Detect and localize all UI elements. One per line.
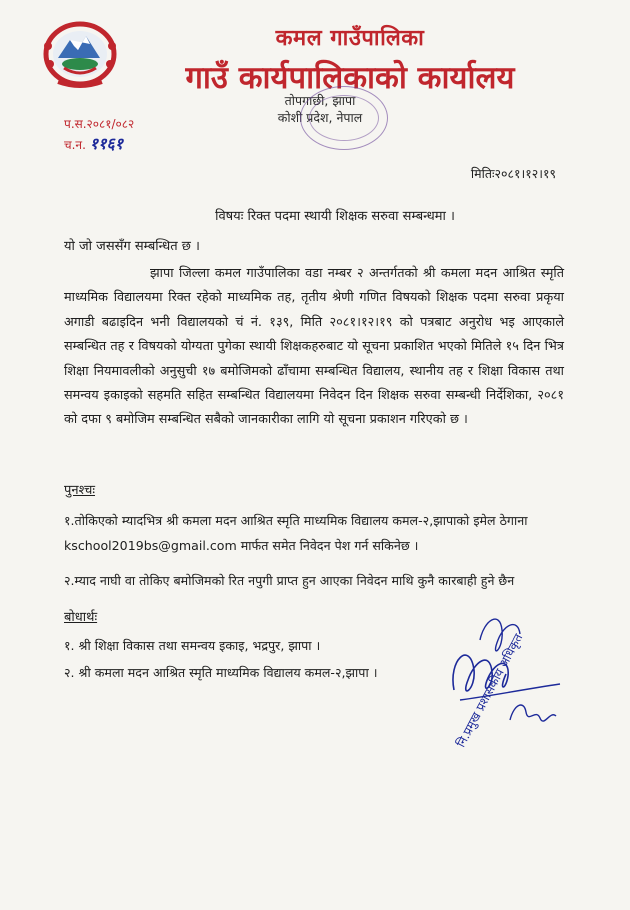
fiscal-year: प.स.२०८१/०८२ <box>64 117 135 131</box>
letter-body <box>64 262 564 433</box>
subject-line: विषयः रिक्त पदमा स्थायी शिक्षक सरुवा सम्बन्धमा । <box>215 209 455 224</box>
postscript-heading: पुनश्चः <box>64 483 96 498</box>
office-name: गाउँ कार्यपालिकाको कार्यालय <box>185 60 515 96</box>
dispatch-label: च.न. <box>64 138 86 152</box>
signatory-title: नि.प्रमुख प्रशासकीय अधिकृत <box>453 631 526 750</box>
address-line-2: कोशी प्रदेश, नेपाल <box>277 110 363 125</box>
cc-heading: बोधार्थः <box>64 610 98 625</box>
body-text: झापा जिल्ला कमल गाउँपालिका वडा नम्बर २ अन्तर्गतको श्री कमला मदन आश्रित स्मृति माध्यमिक विद्यालयमा रिक्त रहेको माध्यमिक तह, तृतीय श्रेणी गणित विषयको शिक्षक पदमा सरुवा प्रकृया अगाडी बढाइदिन भनी विद्यालयको चं नं. १३९, मिति २०८१।१२।१९ को पत्रबाट अनुरोध भइ आएकाले सम्बन्धित तह र विषयको योग्यता पुगेका स्थायी शिक्षकहरुबाट यो सूचना प्रकाशित भएको मितिले १५ दिन भित्र शिक्षा नियमावलीको अनुसुची १७ बमोजिमको ढाँचामा सम्बन्धित विद्यालय, स्थानीय तह र शिक्षा विकास तथा समन्वय इकाइको सहमति सहित सम्बन्धित विद्यालयमा निवेदन दिन शिक्षक सरुवा सम्बन्धी निर्देशिका, २०८१ को दफा ९ बमोजिम सम्बन्धित सबैको जानकारीका लागि यो सूचना प्रकाशन गरिएको छ । <box>64 266 564 428</box>
cc-item-1: १. श्री शिक्षा विकास तथा समन्वय इकाइ, भद्रपुर, झापा । <box>64 638 321 653</box>
stamp-inner-ring <box>309 95 379 141</box>
cc-item-2: २. श्री कमला मदन आश्रित स्मृति माध्यमिक विद्यालय कमल-२,झापा । <box>64 665 378 680</box>
dispatch-number <box>64 132 123 154</box>
dispatch-value: ११६१ <box>89 134 124 153</box>
salutation: यो जो जससँग सम्बन्धित छ । <box>64 239 200 254</box>
postscript-item-1: १.तोकिएको म्यादभित्र श्री कमला मदन आश्रित स्मृति माध्यमिक विद्यालय कमल-२,झापाको इमेल ठेगाना <box>64 513 528 528</box>
postscript-item-1-email: kschool2019bs@gmail.com मार्फत समेत निवेदन पेश गर्न सकिनेछ । <box>64 538 419 553</box>
address-line-1: तोपगाछी, झापा <box>284 93 356 108</box>
municipality-name: कमल गाउँपालिका <box>275 26 425 51</box>
postscript-item-2: २.म्याद नाघी वा तोकिए बमोजिमको रित नपुगी प्राप्त हुन आएका निवेदन माथि कुनै कारबाही हुने छैन <box>64 573 515 588</box>
letter-date: मितिः२०८१।१२।१९ <box>470 166 556 181</box>
office-stamp <box>300 86 388 150</box>
